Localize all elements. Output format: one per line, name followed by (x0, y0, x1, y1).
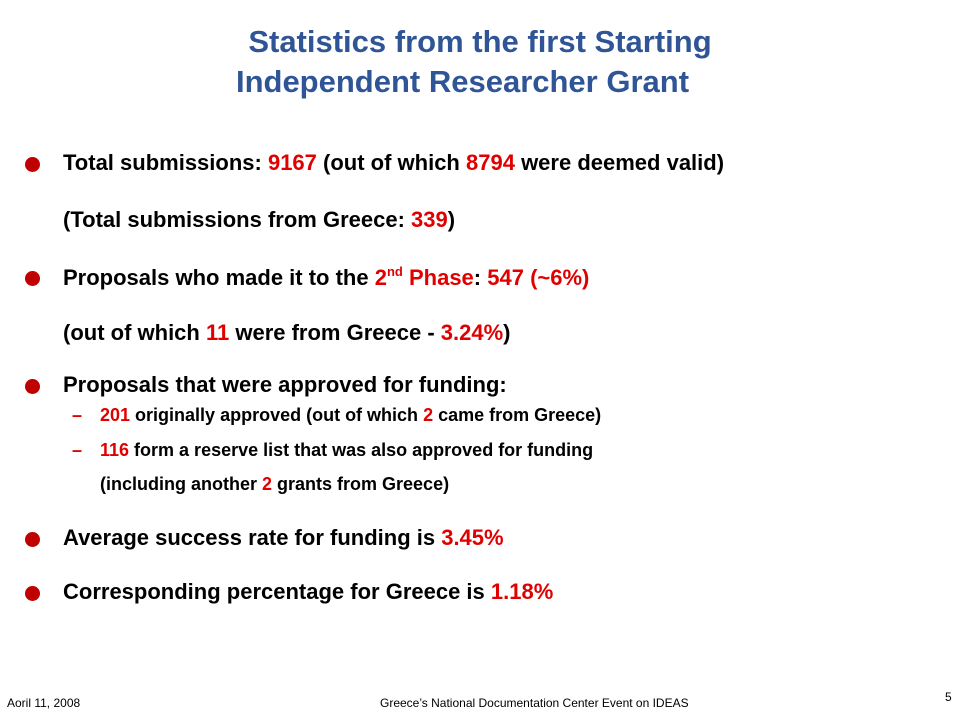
bullet-dot (25, 532, 40, 547)
value-average-rate: 3.45% (441, 525, 504, 550)
value-greece-submissions: 339 (411, 207, 448, 232)
bullet-dot (25, 586, 40, 601)
slide: Statistics from the first Starting Independent Researcher Grant Total submissions: 9167 (out of which 8794 were deemed valid) (Total submissions from Greece: 339) Proposals who made it to the 2nd Phase: 547 (~6%) (out of which 11 were from Greece - 3.24%) Proposals that were approved for funding: – 201 originally approved (out of which 2 came from Greece) – 116 form a reserve list that was also approved for funding (including another 2 grants from Greece) Average success rate for funding is 3.45% Corresponding percentage for Greece is 1.18% Aoril 11, 2008 Greece’s National Documentation Center Event on IDEAS 5 (0, 0, 960, 720)
value-total: 9167 (267, 150, 317, 175)
footer-event: Greece’s National Documentation Center Event on IDEAS (380, 696, 689, 710)
value-second-phase: 547 (~6%) (487, 265, 590, 290)
bullet-dot (25, 157, 40, 172)
value-greece-rate: 1.18% (490, 579, 554, 604)
title-line-2: Independent Researcher Grant (235, 64, 690, 99)
title-line-1: Statistics from the first Starting (248, 24, 712, 59)
slide-title (0, 22, 960, 102)
footer-date: Aoril 11, 2008 (7, 696, 81, 710)
bullet-dot (25, 271, 40, 286)
page-number: 5 (945, 690, 952, 704)
value-valid: 8794 (466, 150, 515, 175)
bullet-dot (25, 379, 40, 394)
